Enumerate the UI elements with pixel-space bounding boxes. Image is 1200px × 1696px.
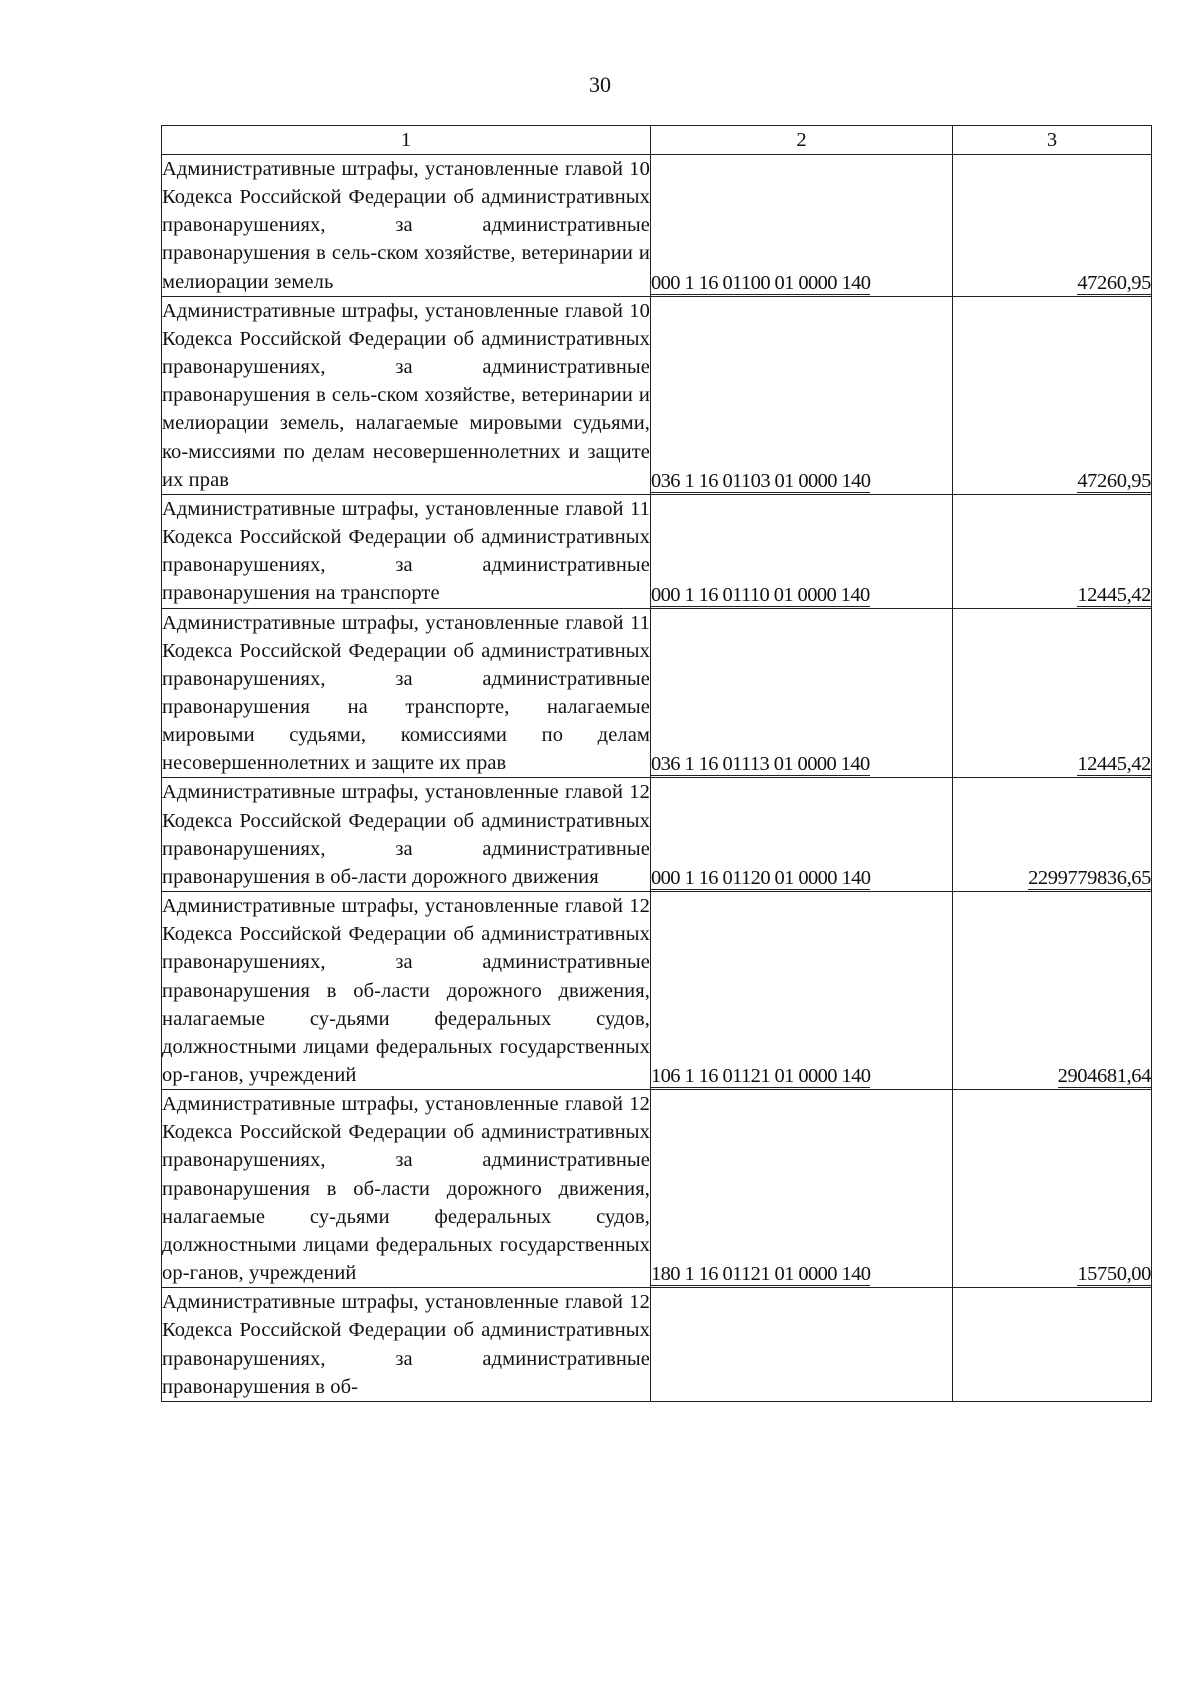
table-row bbox=[162, 296, 1152, 494]
page-number: 30 bbox=[589, 72, 611, 97]
row-amount: 47260,95 bbox=[1077, 469, 1151, 492]
column-header-2: 2 bbox=[651, 126, 953, 155]
row-code: 000 1 16 01110 01 0000 140 bbox=[651, 583, 870, 606]
row-description: Административные штрафы, установленные главой 11 Кодекса Российской Федерации об административных правонарушениях, за административные правонарушения на транспорте bbox=[162, 494, 651, 608]
row-code: 000 1 16 01100 01 0000 140 bbox=[651, 271, 871, 294]
row-code: 036 1 16 01103 01 0000 140 bbox=[651, 469, 871, 492]
row-amount: 2299779836,65 bbox=[1028, 867, 1151, 890]
row-description: Административные штрафы, установленные главой 12 Кодекса Российской Федерации об административных правонарушениях, за административные правонарушения в об-ласти дорожного движения, налагаемые су-дьями федеральных судов, должностными лицами федеральных государственных ор-ганов, учреждений bbox=[162, 892, 651, 1090]
row-description: Административные штрафы, установленные главой 12 Кодекса Российской Федерации об административных правонарушениях, за административные правонарушения в об- bbox=[162, 1288, 651, 1402]
row-code: 180 1 16 01121 01 0000 140 bbox=[651, 1263, 871, 1286]
row-amount: 12445,42 bbox=[1077, 583, 1151, 606]
row-amount: 12445,42 bbox=[1077, 753, 1151, 776]
table-row bbox=[162, 494, 1152, 608]
row-description: Административные штрафы, установленные главой 12 Кодекса Российской Федерации об административных правонарушениях, за административные правонарушения в об-ласти дорожного движения, налагаемые су-дьями федеральных судов, должностными лицами федеральных государственных ор-ганов, учреждений bbox=[162, 1090, 651, 1288]
table-row bbox=[162, 608, 1152, 778]
table-row bbox=[162, 1288, 1152, 1402]
row-description: Административные штрафы, установленные главой 10 Кодекса Российской Федерации об административных правонарушениях, за административные правонарушения в сель-ском хозяйстве, ветеринарии и мелиорации земель, налагаемые мировыми судьями, ко-миссиями по делам несовершеннолетних и защите их прав bbox=[162, 296, 651, 494]
table-row bbox=[162, 1090, 1152, 1288]
row-description: Административные штрафы, установленные главой 12 Кодекса Российской Федерации об административных правонарушениях, за административные правонарушения в об-ласти дорожного движения bbox=[162, 778, 651, 892]
table-header-row bbox=[162, 126, 1152, 155]
row-amount: 15750,00 bbox=[1077, 1263, 1151, 1286]
row-code: 036 1 16 01113 01 0000 140 bbox=[651, 753, 870, 776]
row-amount: 2904681,64 bbox=[1057, 1065, 1151, 1088]
table-row bbox=[162, 892, 1152, 1090]
column-header-1: 1 bbox=[162, 126, 651, 155]
row-amount: 47260,95 bbox=[1077, 271, 1151, 294]
revenue-table bbox=[161, 125, 1152, 1402]
row-description: Административные штрафы, установленные главой 10 Кодекса Российской Федерации об административных правонарушениях, за административные правонарушения в сель-ском хозяйстве, ветеринарии и мелиорации земель bbox=[162, 155, 651, 297]
row-code: 106 1 16 01121 01 0000 140 bbox=[651, 1065, 871, 1088]
table-row bbox=[162, 155, 1152, 297]
row-description: Административные штрафы, установленные главой 11 Кодекса Российской Федерации об административных правонарушениях, за административные правонарушения на транспорте, налагаемые мировыми судьями, комиссиями по делам несовершеннолетних и защите их прав bbox=[162, 608, 651, 778]
table-row bbox=[162, 778, 1152, 892]
row-code: 000 1 16 01120 01 0000 140 bbox=[651, 867, 871, 890]
column-header-3: 3 bbox=[953, 126, 1152, 155]
